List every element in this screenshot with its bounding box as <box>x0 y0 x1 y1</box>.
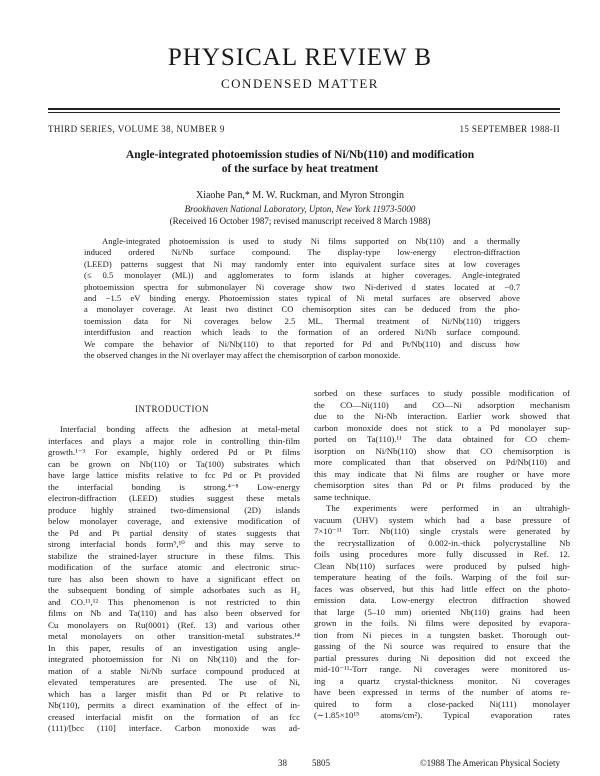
body-line: vacuum (UHV) system which had a base pressure of <box>314 514 570 525</box>
body-line: can be grown on Nb(110) or Ta(100) substrates which <box>48 458 300 469</box>
body-line: creased interfacial misfit on the formation of an fcc <box>48 711 300 722</box>
authors: Xiaohe Pan,* M. W. Ruckman, and Myron Strongin <box>195 190 405 201</box>
body-line: same technique. <box>314 491 371 502</box>
body-line: have been expressed in terms of the number of atoms re- <box>314 687 570 697</box>
abstract-line: We compare the behavior of Ni/Nb(110) to that reported for Pd and Pt/Nb(110) and discuss how <box>84 338 520 349</box>
copyright: ©1988 The American Physical Society <box>419 758 560 768</box>
body-line: the interfacial bonding is strong.⁴⁻⁸ Low-energy <box>48 481 300 492</box>
body-line: ing a quartz crystal-thickness monitor. Ni coverages <box>314 675 570 686</box>
article-title <box>60 148 540 176</box>
body-line: strong interfacial bonds form⁹,¹⁰ and this may serve to <box>48 539 300 549</box>
header-rule-thick <box>48 108 560 110</box>
body-line: the Pd and Pt partial density of states suggests that <box>48 527 300 538</box>
body-line: the CO—Ni(110) and CO—Ni adsorption mechanism <box>314 399 570 410</box>
body-line: isorption on Ni/Nb(110) show that CO chemisorption is <box>314 445 570 456</box>
section-heading-introduction: INTRODUCTION <box>135 404 209 414</box>
body-line: more complicated than that observed on Pd/Nb(110) and <box>314 457 570 467</box>
body-line: electron-diffraction (LEED) studies suggest these metals <box>48 493 300 503</box>
body-line: Cu monolayers on Ru(0001) (Ref. 13) and various other <box>48 619 300 630</box>
body-line: quired to form a close-packed Ni(111) monolayer <box>314 698 570 709</box>
abstract-line: toemission data for Ni coverages below 2.5 ML. Thermal treatment of Ni/Nb(110) triggers <box>84 315 520 326</box>
body-line: faces was observed, but this had little effect on the photo- <box>314 583 570 594</box>
abstract-line: (≤ 0.5 monolayer (ML)) and agglomerates to form islands at higher coverages. Angle-integrated <box>84 270 520 281</box>
abstract-line: induced ordered Ni/Nb surface compound. The display-type low-energy electron-diffraction <box>84 247 520 258</box>
body-line: which has a larger misfit than Pd or Pt relative to <box>48 688 300 699</box>
body-line: (∼1.85×10¹⁵ atoms/cm²). Typical evaporation rates <box>314 710 570 720</box>
body-line: interfaces and plays a major role in controlling thin-film <box>48 435 300 446</box>
received-dates: (Received 16 October 1987; revised manuscript received 8 March 1988) <box>169 216 431 226</box>
body-line: elevated temperatures are presented. The use of Ni, <box>48 677 300 687</box>
body-line: gassing of the Ni source was required to ensure that the <box>314 641 570 651</box>
body-line: due to the Ni-Nb interaction. Earlier work showed that <box>314 411 570 421</box>
body-line: carbon monoxide does not stick to a Pd monolayer sup- <box>314 422 570 433</box>
body-line: mid-10⁻¹¹-Torr range. Ni coverages were monitored us- <box>314 664 570 674</box>
abstract-line: and −1.5 eV binding energy. Photoemission states typical of Ni metal surfaces are observed above <box>84 293 520 304</box>
body-line: foils using procedures more fully discussed in Ref. 12. <box>314 549 570 559</box>
body-line: ture has also been shown to have a significant effect on <box>48 573 300 584</box>
affiliation: Brookhaven National Laboratory, Upton, New York 11973-5000 <box>184 204 416 214</box>
body-line: have large lattice misfits relative to fcc Pd or Pt provided <box>48 470 300 480</box>
abstract-line: (LEED) patterns suggest that Ni may randomly enter into equivalent surface sites at low coverages <box>84 258 520 269</box>
body-line: chemisorption sites than Pd or Pt films produced by the <box>314 480 570 490</box>
body-line: growth.¹⁻³ For example, highly ordered Pd or Pt films <box>48 447 300 457</box>
abstract-line: interdiffusion and reaction which leads to the formation of an ordered Ni/Nb surface compound. <box>84 327 520 338</box>
body-line: Clean Nb(110) surfaces were produced by pulsed high- <box>314 560 570 571</box>
body-line: grown in the foils. Ni films were deposited by evapora- <box>314 618 570 628</box>
body-column-left <box>48 424 300 735</box>
body-line: partial pressures during Ni deposition did not exceed the <box>314 652 570 663</box>
abstract-line: Angle-integrated photoemission is used to study Ni films supported on Nb(110) and a thermally <box>102 236 520 246</box>
abstract-line: a monolayer coverage. At least two distinct CO chemisorption sites can be deduced from the pho- <box>84 304 520 315</box>
body-line: stabilize the strained-layer structure in these films. This <box>48 550 300 561</box>
series-info: THIRD SERIES, VOLUME 38, NUMBER 9 <box>48 124 225 134</box>
body-line: modification of the surface atomic and electronic struc- <box>48 562 300 572</box>
body-line: Nb(110), permits a direct examination of the effect of in- <box>48 700 300 710</box>
body-line: mation of a stable Ni/Nb surface compound produced at <box>48 665 300 676</box>
body-line: produce highly strained two-dimensional (2D) islands <box>48 504 300 515</box>
journal-title: PHYSICAL REVIEW B <box>167 44 433 71</box>
article-title-line: of the surface by heat treatment <box>221 163 379 175</box>
body-line: the subsequent bonding of simple adsorbates such as H₂ <box>48 585 300 595</box>
body-line: emission data. Low-energy electron diffraction showed <box>314 595 570 605</box>
journal-subtitle: CONDENSED MATTER <box>221 76 379 91</box>
body-column-right <box>314 388 570 722</box>
page-number: 5805 <box>312 758 330 768</box>
body-line: temperature heating of the foils. Warping of the foil sur- <box>314 572 570 582</box>
volume-number: 38 <box>278 758 287 768</box>
body-line: 7×10⁻¹¹ Torr. Nb(110) single crystals were generated by <box>314 526 570 536</box>
abstract <box>84 236 520 361</box>
body-line: In this paper, results of an investigation using angle- <box>48 642 300 653</box>
abstract-line: the observed changes in the Ni overlayer may affect the chemisorption of carbon monoxide. <box>84 350 401 361</box>
article-title-line: Angle-integrated photoemission studies of Ni/Nb(110) and modification <box>125 149 475 161</box>
body-line: films on Nb and Ta(110) and has also been observed for <box>48 608 300 618</box>
body-line: and CO.¹¹,¹² This phenomenon is not restricted to thin <box>48 596 300 607</box>
body-line: tion from Ni pieces in a tungsten basket. Thorough out- <box>314 629 570 640</box>
body-line: integrated photoemission for Ni on Nb(110) and the for- <box>48 654 300 664</box>
body-line: (111)/[bcc (110] interface. Carbon monoxide was ad- <box>48 723 300 733</box>
abstract-line: photoemission spectra for submonolayer Ni coverage show two Ni-derived d states located at −0.7 <box>84 281 520 292</box>
body-line: below monolayer coverage, and extensive modification of <box>48 516 300 526</box>
body-line: sorbed on these surfaces to study possible modification of <box>314 388 570 398</box>
body-line: this may indicate that Ni films are rougher or have more <box>314 468 570 479</box>
header-rule-thin <box>48 112 560 113</box>
body-line: metal monolayers on other transition-metal substrates.¹⁴ <box>48 631 300 641</box>
issue-date: 15 SEPTEMBER 1988-II <box>459 124 560 134</box>
body-line: the recrystallization of 0.002-in.-thick polycrystalline Nb <box>314 537 570 548</box>
body-line: that large (5–10 mm) oriented Nb(110) grains had been <box>314 606 570 617</box>
body-line: Interfacial bonding affects the adhesion at metal-metal <box>60 424 300 434</box>
body-line: The experiments were performed in an ultrahigh- <box>326 503 570 513</box>
body-line: ported on Ta(110).¹¹ The data obtained for CO chem- <box>314 434 570 444</box>
